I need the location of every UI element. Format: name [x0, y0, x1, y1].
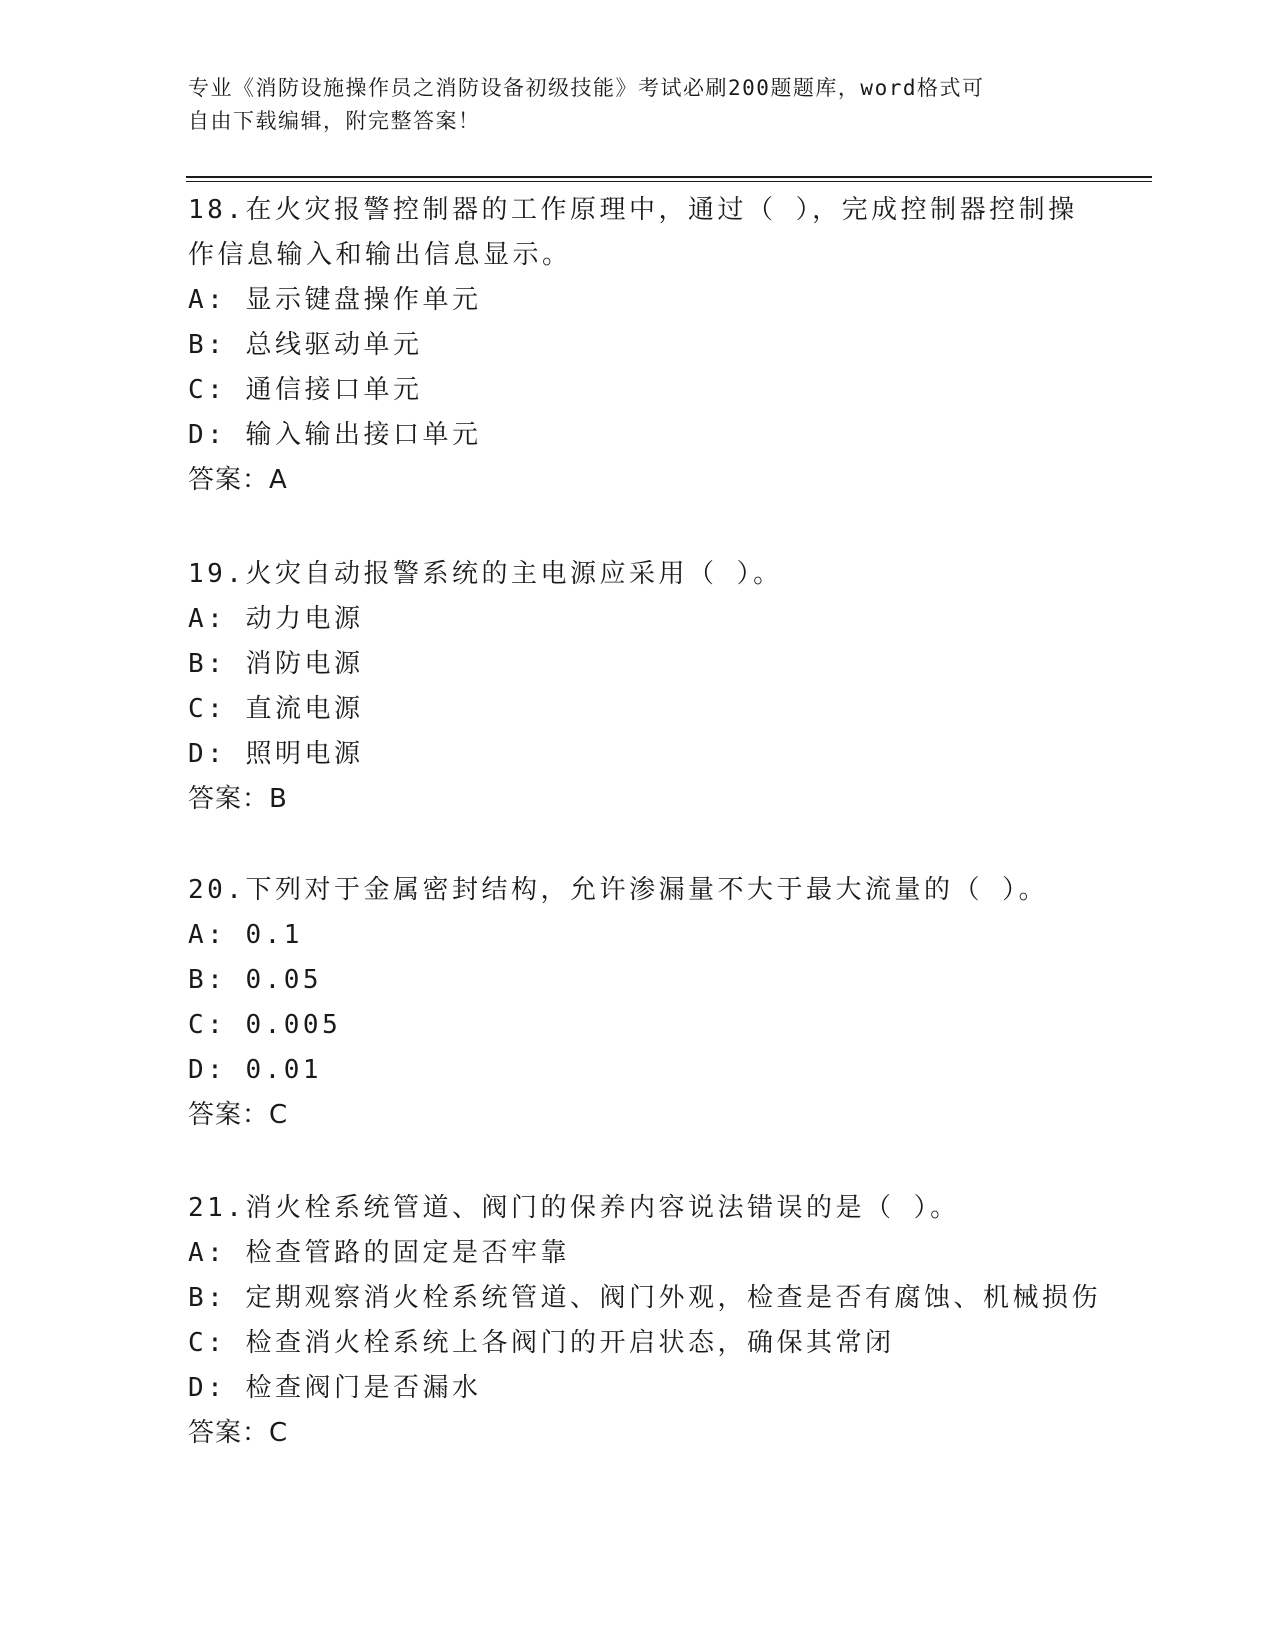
- answer: 答案：B: [188, 784, 288, 814]
- option-d: D: 0.01: [188, 1055, 323, 1085]
- answer: 答案：C: [188, 1100, 289, 1130]
- option-a: A: 动力电源: [188, 604, 364, 634]
- question-18: [188, 188, 1088, 503]
- option-c: C: 直流电源: [188, 694, 364, 724]
- answer: 答案：C: [188, 1418, 289, 1448]
- question-stem: 21.消火栓系统管道、阀门的保养内容说法错误的是（ ）。: [188, 1193, 960, 1223]
- question-stem: 20.下列对于金属密封结构，允许渗漏量不大于最大流量的（ ）。: [188, 875, 1049, 905]
- question-20: [188, 868, 1088, 1138]
- option-d: D: 照明电源: [188, 739, 364, 769]
- option-d: D: 检查阀门是否漏水: [188, 1373, 482, 1403]
- header-line-1: 专业《消防设施操作员之消防设备初级技能》考试必刷200题题库，word格式可: [188, 76, 985, 100]
- question-stem: 18.在火灾报警控制器的工作原理中，通过（ ），完成控制器控制操: [188, 195, 1078, 225]
- option-b: B: 消防电源: [188, 649, 364, 679]
- document-header: [188, 72, 1068, 138]
- question-19: [188, 552, 1088, 822]
- option-c: C: 通信接口单元: [188, 375, 423, 405]
- option-c: C: 检查消火栓系统上各阀门的开启状态，确保其常闭: [188, 1328, 895, 1358]
- answer: 答案：A: [188, 465, 288, 495]
- header-divider: [186, 176, 1152, 182]
- option-b: B: 定期观察消火栓系统管道、阀门外观，检查是否有腐蚀、机械损伤: [188, 1283, 1101, 1313]
- option-c: C: 0.005: [188, 1010, 342, 1040]
- question-stem: 19.火灾自动报警系统的主电源应采用（ ）。: [188, 559, 783, 589]
- question-21: [188, 1186, 1101, 1456]
- option-b: B: 0.05: [188, 965, 323, 995]
- option-a: A: 检查管路的固定是否牢靠: [188, 1238, 570, 1268]
- option-b: B: 总线驱动单元: [188, 330, 423, 360]
- option-a: A: 0.1: [188, 920, 303, 950]
- header-line-2: 自由下载编辑，附完整答案！: [188, 109, 481, 133]
- option-d: D: 输入输出接口单元: [188, 420, 482, 450]
- question-stem-continued: 作信息输入和输出信息显示。: [188, 240, 572, 270]
- option-a: A: 显示键盘操作单元: [188, 285, 482, 315]
